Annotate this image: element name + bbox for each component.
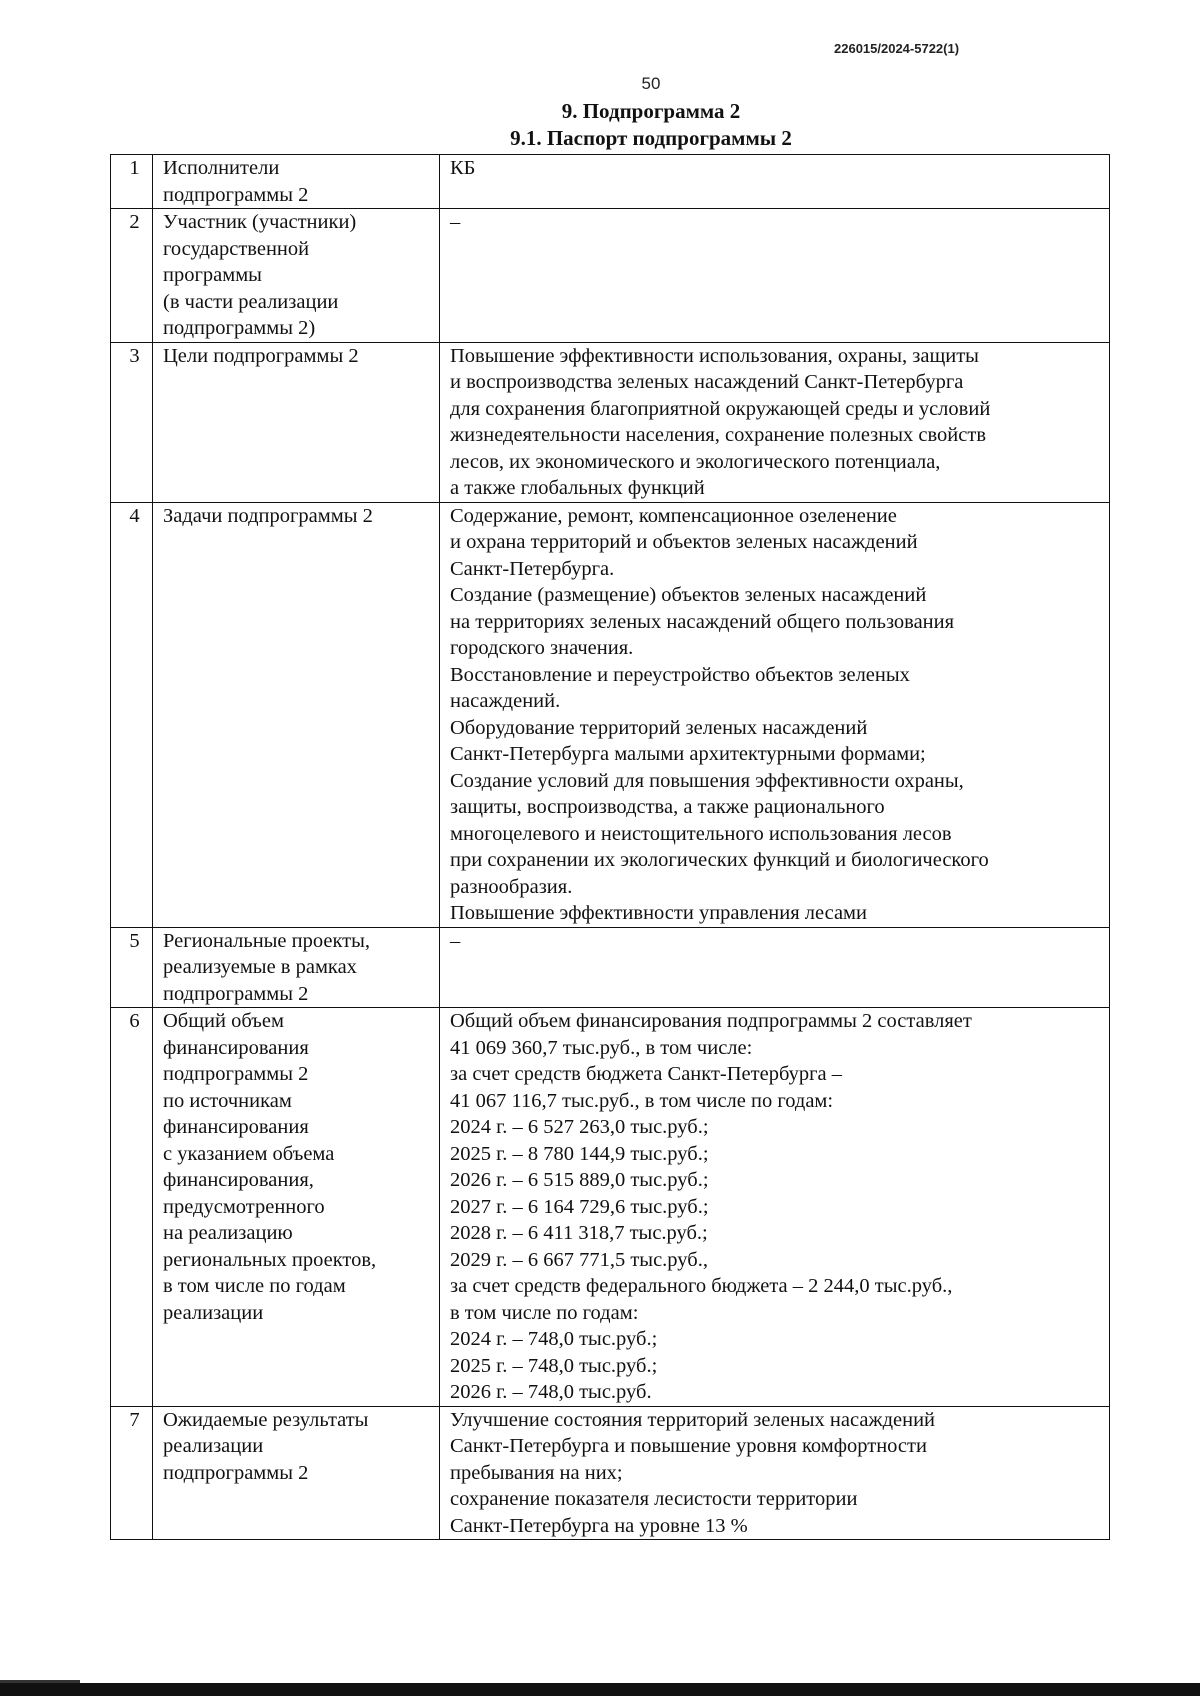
row-content-cell	[440, 927, 1110, 1008]
row-content-line: Содержание, ремонт, компенсационное озеленение	[450, 504, 897, 527]
row-content-cell	[440, 155, 1110, 209]
row-label-line: финансирования,	[163, 1169, 314, 1191]
row-content-line: 2028 г. – 6 411 318,7 тыс.руб.;	[450, 1222, 708, 1244]
table-row	[111, 209, 1110, 343]
row-label-cell	[153, 342, 440, 502]
table-row	[111, 1008, 1110, 1407]
scan-bottom-edge	[0, 1683, 1200, 1696]
document-id: 226015/2024-5722(1)	[834, 41, 960, 56]
row-content-line: городского значения.	[450, 637, 634, 659]
row-label-line: реализации	[163, 1301, 264, 1324]
row-label-cell	[153, 209, 440, 343]
row-content-line: Повышение эффективности использования, охраны, защиты	[450, 344, 979, 367]
row-content-line: 2026 г. – 748,0 тыс.руб.	[450, 1381, 652, 1403]
table-row	[111, 1406, 1110, 1540]
row-number: 1	[111, 155, 153, 209]
table-row	[111, 927, 1110, 1008]
row-content-line: Оборудование территорий зеленых насаждений	[450, 716, 868, 739]
row-content-line: в том числе по годам:	[450, 1301, 639, 1324]
row-content-line: 41 067 116,7 тыс.руб., в том числе по годам:	[450, 1089, 834, 1112]
row-label-line: государственной	[163, 237, 310, 260]
row-content-line: на территориях зеленых насаждений общего пользования	[450, 610, 955, 633]
row-label-line: финансирования	[163, 1116, 309, 1138]
table-row	[111, 502, 1110, 927]
row-label-line: подпрограммы 2	[163, 183, 309, 206]
row-label-cell	[153, 502, 440, 927]
row-label-cell	[153, 1008, 440, 1407]
row-content-line: 41 069 360,7 тыс.руб., в том числе:	[450, 1036, 753, 1059]
row-number: 4	[111, 502, 153, 927]
row-label-line: Цели подпрограммы 2	[163, 344, 359, 367]
row-content-line: разнообразия.	[450, 875, 573, 898]
row-content-line: –	[450, 929, 461, 952]
row-content-line: сохранение показателя лесистости территории	[450, 1488, 858, 1510]
row-label-cell	[153, 927, 440, 1008]
row-content-line: и охрана территорий и объектов зеленых насаждений	[450, 531, 918, 553]
row-content-cell	[440, 1406, 1110, 1540]
row-content-line: за счет средств бюджета Санкт-Петербурга –	[450, 1063, 842, 1085]
row-content-line: за счет средств федерального бюджета – 2 244,0 тыс.руб.,	[450, 1275, 953, 1297]
passport-table-body	[111, 155, 1110, 1540]
row-content-line: 2026 г. – 6 515 889,0 тыс.руб.;	[450, 1169, 709, 1191]
row-content-line: а также глобальных функций	[450, 477, 705, 499]
page-number: 50	[641, 74, 661, 93]
row-label-line: предусмотренного	[163, 1195, 325, 1218]
row-content-line: 2025 г. – 748,0 тыс.руб.;	[450, 1354, 658, 1377]
row-content-line: Создание (размещение) объектов зеленых насаждений	[450, 584, 927, 606]
row-label-line: финансирования	[163, 1036, 309, 1059]
row-label-line: программы	[163, 264, 262, 286]
row-number: 5	[111, 927, 153, 1008]
row-label-line: Задачи подпрограммы 2	[163, 504, 373, 527]
row-label-line: подпрограммы 2	[163, 1063, 309, 1085]
row-label-line: Ожидаемые результаты	[163, 1408, 369, 1431]
row-content-line: для сохранения благоприятной окружающей среды и условий	[450, 397, 991, 420]
row-number: 2	[111, 209, 153, 343]
row-content-cell	[440, 1008, 1110, 1407]
row-label-cell	[153, 155, 440, 209]
row-number: 6	[111, 1008, 153, 1407]
row-label-line: с указанием объема	[163, 1142, 335, 1165]
row-label-line: реализуемые в рамках	[163, 956, 357, 978]
row-content-line: и воспроизводства зеленых насаждений Санкт-Петербурга	[450, 371, 964, 393]
section-subtitle: 9.1. Паспорт подпрограммы 2	[510, 126, 792, 150]
row-content-line: насаждений.	[450, 690, 561, 712]
row-content-line: 2029 г. – 6 667 771,5 тыс.руб.,	[450, 1248, 708, 1271]
row-number: 3	[111, 342, 153, 502]
row-content-line: Санкт-Петербурга.	[450, 557, 615, 580]
row-label-line: Региональные проекты,	[163, 929, 371, 952]
row-label-line: региональных проектов,	[163, 1248, 377, 1271]
row-label-line: подпрограммы 2	[163, 1461, 309, 1484]
row-label-line: Участник (участники)	[163, 211, 357, 233]
row-number: 7	[111, 1406, 153, 1540]
table-row	[111, 155, 1110, 209]
row-label-line: по источникам	[163, 1089, 292, 1112]
row-content-cell	[440, 342, 1110, 502]
row-content-line: Общий объем финансирования подпрограммы 2 составляет	[450, 1010, 972, 1032]
row-content-cell	[440, 209, 1110, 343]
row-content-line: –	[450, 211, 461, 233]
row-content-line: Повышение эффективности управления лесами	[450, 902, 867, 924]
row-label-line: подпрограммы 2	[163, 982, 309, 1005]
passport-table	[110, 154, 1110, 1540]
row-content-line: Санкт-Петербурга и повышение уровня комфортности	[450, 1435, 927, 1457]
row-label-cell	[153, 1406, 440, 1540]
row-content-line: защиты, воспроизводства, а также рационального	[450, 796, 885, 818]
section-title: 9. Подпрограмма 2	[561, 99, 741, 123]
row-content-line: Улучшение состояния территорий зеленых насаждений	[450, 1408, 936, 1431]
row-label-line: на реализацию	[163, 1222, 293, 1244]
row-content-line: 2025 г. – 8 780 144,9 тыс.руб.;	[450, 1142, 709, 1165]
table-row	[111, 342, 1110, 502]
row-label-line: Общий объем	[163, 1010, 284, 1032]
row-content-line: КБ	[450, 157, 476, 179]
row-label-line: (в части реализации	[163, 290, 339, 313]
row-content-line: лесов, их экономического и экологического потенциала,	[450, 450, 941, 473]
row-label-line: в том числе по годам	[163, 1275, 346, 1297]
row-content-line: многоцелевого и неистощительного использования лесов	[450, 822, 952, 845]
row-content-line: Создание условий для повышения эффективности охраны,	[450, 769, 964, 792]
row-content-line: пребывания на них;	[450, 1461, 623, 1484]
row-label-line: Исполнители	[163, 157, 280, 179]
row-content-line: при сохранении их экологических функций и биологического	[450, 849, 989, 871]
row-label-line: подпрограммы 2)	[163, 317, 316, 339]
row-content-line: 2024 г. – 748,0 тыс.руб.;	[450, 1328, 658, 1350]
row-label-line: реализации	[163, 1435, 264, 1457]
row-content-cell	[440, 502, 1110, 927]
row-content-line: Санкт-Петербурга малыми архитектурными формами;	[450, 743, 926, 765]
row-content-line: Санкт-Петербурга на уровне 13 %	[450, 1514, 748, 1537]
row-content-line: жизнедеятельности населения, сохранение полезных свойств	[450, 424, 986, 446]
row-content-line: 2024 г. – 6 527 263,0 тыс.руб.;	[450, 1116, 709, 1138]
row-content-line: Восстановление и переустройство объектов зеленых	[450, 663, 910, 686]
row-content-line: 2027 г. – 6 164 729,6 тыс.руб.;	[450, 1195, 709, 1218]
